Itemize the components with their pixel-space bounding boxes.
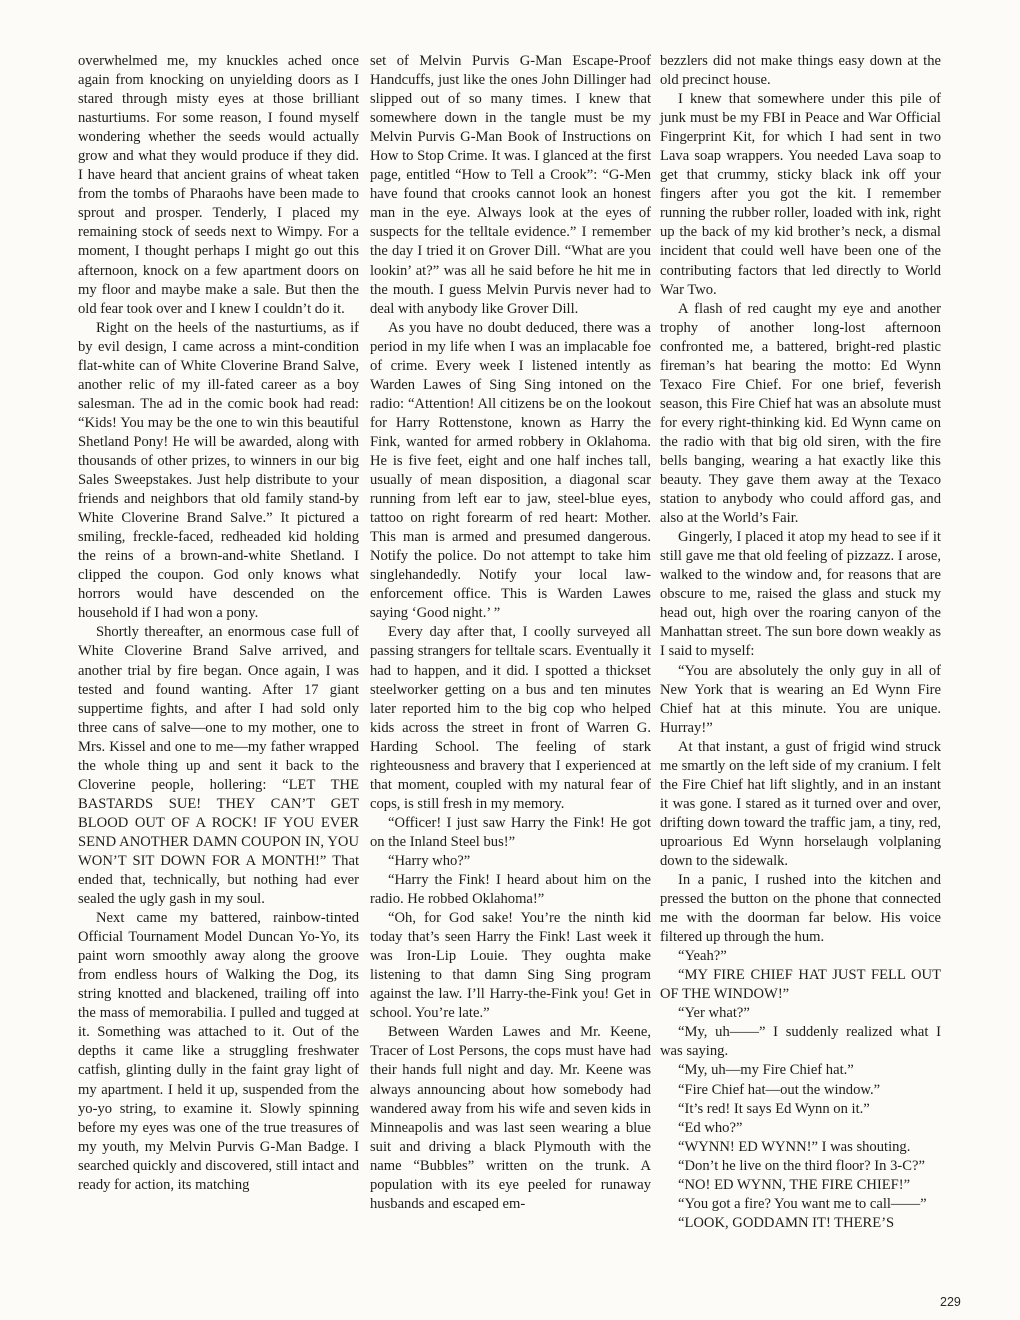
paragraph: “Ed who?” [678,1119,743,1136]
paragraph: “It’s red! It says Ed Wynn on it.” [678,1100,870,1117]
page-number: 229 [940,1295,961,1309]
paragraph: overwhelmed me, my knuckles ached once again from knocking on unyielding doors as I stared through misty eyes at those brilliant nasturtiums. For some reason, I found myself wondering whether the seeds would actually grow and what they would produce if they did. I have heard that ancient grains of wheat taken from the tombs of Pharaohs have been made to sprout and prosper. Tenderly, I placed my remaining stock of seeds next to Wimpy. For a moment, I thought perhaps I might go out this afternoon, knock on a few apartment doors on my floor and maybe make a sale. But then the old fear took over and I knew I couldn’t do it. [78,53,359,317]
paragraph: At that instant, a gust of frigid wind struck me smartly on the left side of my cranium. I felt the Fire Chief hat lift slightly, and in an instant it was gone. I stared as it turned over and over, drifting down toward the traffic jam, a tiny, red, uproarious Ed Wynn horselaugh volplaning down to the sidewalk. [660,738,941,869]
paragraph: “Don’t he live on the third floor? In 3-C?” [678,1157,925,1174]
paragraph: Gingerly, I placed it atop my head to see if it still gave me that old feeling of pizzazz. I arose, walked to the window and, for reasons that are obscure to me, raised the glass and stuck my head out, high over the roaring canyon of the Manhattan street. The sun bore down weakly as I said to myself: [660,529,941,660]
paragraph: Every day after that, I coolly surveyed all passing strangers for telltale scars. Eventually it had to happen, and it did. I spotted a thickset steelworker getting on a bus and ten minutes later reported him to the big cop who helped kids across the street in front of Warren G. Harding School. The feeling of stark righteousness and bravery that I experienced at that moment, coupled with my natural fear of cops, is still fresh in my memory. [370,624,651,812]
paragraph: As you have no doubt deduced, there was a period in my life when I was an implacable foe of crime. Every week I listened intently as Warden Lawes of Sing Sing intoned on the radio: “Attention! All citizens be on the lookout for Harry Rottenstone, known as Harry the Fink, wanted for armed robbery in Oklahoma. He is five feet, eight and one half inches tall, usually of mean disposition, a diagonal scar running from left ear to jaw, steel-blue eyes, tattoo on right forearm of red heart: Mother. This man is armed and presumed dangerous. Notify the police. Do not attempt to take him singlehandedly. Notify your local law-enforcement office. This is Warden Lawes saying ‘Good night.’ ” [370,319,651,622]
paragraph: “WYNN! ED WYNN!” I was shouting. [678,1138,911,1155]
paragraph: set of Melvin Purvis G-Man Escape-Proof Handcuffs, just like the ones John Dillinger had slipped out of so many times. I knew that somewhere down in the tangle must be my Melvin Purvis G-Man Book of Instructions on How to Stop Crime. It was. I glanced at the first page, entitled “How to Tell a Crook”: “G-Men have found that crooks cannot look an honest man in the eye. Always look at the eyes of suspects for the telltale evidence.” I remember the day I tried it on Grover Dill. “What are you lookin’ at?” was all he said before he hit me in the mouth. I guess Melvin Purvis never had to deal with anybody like Grover Dill. [370,53,651,317]
paragraph: “LOOK, GODDAMN IT! THERE’S [678,1214,895,1231]
paragraph: “MY FIRE CHIEF HAT JUST FELL OUT OF THE WINDOW!” [660,967,941,1003]
text-column-3 [660,52,941,1233]
paragraph: “My, uh—my Fire Chief hat.” [678,1062,854,1079]
text-column-1 [78,52,359,1195]
paragraph: “Oh, for God sake! You’re the ninth kid today that’s seen Harry the Fink! Last week it was Iron-Lip Louie. They oughta make listening to that damn Sing Sing program against the law. I’ll Harry-the-Fink you! Get in school. You’re late.” [370,910,651,1022]
paragraph: bezzlers did not make things easy down at the old precinct house. [660,53,941,89]
paragraph: In a panic, I rushed into the kitchen and pressed the button on the phone that connected me with the doorman far below. His voice filtered up through the hum. [660,872,941,946]
paragraph: “Harry who?” [388,852,471,869]
paragraph: I knew that somewhere under this pile of junk must be my FBI in Peace and War Official Fingerprint Kit, for which I had sent in two Lava soap wrappers. You needed Lava soap to get that crummy, sticky black ink off your fingers after you got the kit. I remember running the rubber roller, loaded with ink, right up the back of my kid brother’s neck, a dismal incident that could well have been one of the contributing factors that led directly to World War Two. [660,91,941,298]
paragraph: “Fire Chief hat—out the window.” [678,1081,881,1098]
paragraph: “Harry the Fink! I heard about him on the radio. He robbed Oklahoma!” [370,872,651,908]
paragraph: “My, uh——” I suddenly realized what I was saying. [660,1024,941,1060]
paragraph: “You got a fire? You want me to call——” [678,1195,927,1212]
paragraph: “NO! ED WYNN, THE FIRE CHIEF!” [678,1176,911,1193]
paragraph: Shortly thereafter, an enormous case full of White Cloverine Brand Salve arrived, and another trial by fire began. Once again, I was tested and found wanting. After 17 giant suppertime fights, and after I had sold only three cans of salve—one to my mother, one to Mrs. Kissel and one to me—my father wrapped the whole thing up and sent it back to the Cloverine people, hollering: “LET THE BASTARDS SUE! THEY CAN’T GET BLOOD OUT OF A ROCK! IF YOU EVER SEND ANOTHER DAMN COUPON IN, YOU WON’T SIT DOWN FOR A MONTH!” That ended that, technically, but nothing had ever sealed the ugly gash in my soul. [78,624,359,908]
paragraph: “Officer! I just saw Harry the Fink! He got on the Inland Steel bus!” [370,814,651,850]
paragraph: Next came my battered, rainbow-tinted Official Tournament Model Duncan Yo-Yo, its paint worn smoothly away along the groove from endless hours of Walking the Dog, its string knotted and blackened, trailing off into the mass of memorabilia. I pulled and tugged at it. Something was attached to it. Out of the depths it came like a struggling freshwater catfish, glinting dully in the faint gray light of my apartment. I held it up, suspended from the yo-yo string, to examine it. Slowly spinning before my eyes was one of the true treasures of my youth, my Melvin Purvis G-Man Badge. I searched quickly and discovered, still intact and ready for action, its matching [78,910,359,1193]
paragraph: Right on the heels of the nasturtiums, as if by evil design, I came across a mint-condition flat-white can of White Cloverine Brand Salve, another relic of my ill-fated career as a boy salesman. The ad in the comic book had read: “Kids! You may be the one to win this beautiful Shetland Pony! He will be awarded, along with thousands of other prizes, to winners in our big Sales Sweepstakes. Just help distribute to your friends and neighbors that old family stand-by White Cloverine Brand Salve.” It pictured a smiling, freckle-faced, redheaded kid holding the reins of a brown-and-white Shetland. I clipped the coupon. God only knows what horrors would have descended on the household if I had won a pony. [78,319,359,622]
paragraph: A flash of red caught my eye and another trophy of another long-lost afternoon confronted me, a battered, bright-red plastic fireman’s hat bearing the motto: Ed Wynn Texaco Fire Chief. For one brief, feverish season, this Fire Chief hat was an absolute must for every right-thinking kid. Ed Wynn came on the radio with that big old siren, with the fire bells banging, wearing a hat exactly like this beauty. They gave them away at the Texaco station to anybody who could afford gas, and also at the World’s Fair. [660,300,941,527]
paragraph: Between Warden Lawes and Mr. Keene, Tracer of Lost Persons, the cops must have had their hands full night and day. Mr. Keene was always announcing about how somebody had wandered away from his wife and seven kids in Minneapolis and was last seen wearing a blue suit and driving a black Plymouth with the name “Bubbles” written on the trunk. A population with its eye peeled for runaway husbands and escaped em- [370,1024,651,1212]
paragraph: “You are absolutely the only guy in all of New York that is wearing an Ed Wynn Fire Chief hat at this minute. You are unique. Hurray!” [660,662,941,736]
paragraph: “Yeah?” [678,948,727,965]
text-column-2 [370,52,651,1214]
paragraph: “Yer what?” [678,1005,750,1022]
